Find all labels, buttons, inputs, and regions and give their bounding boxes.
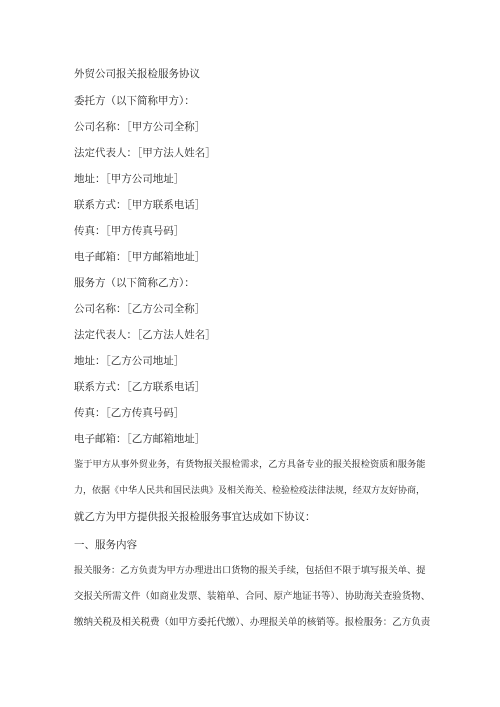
party-a-phone: 联系方式：［甲方联系电话］ — [74, 199, 206, 211]
section-1-heading: 一、服务内容 — [74, 539, 137, 551]
preamble-line: 鉴于甲方从事外贸业务，有货物报关报检需求，乙方具备专业的报关报检资质和服务能 — [74, 459, 426, 470]
party-b-heading: 服务方（以下简称乙方）： — [74, 277, 195, 289]
party-b-fax: 传真：［乙方传真号码］ — [74, 407, 185, 419]
section-1-line: 缴纳关税及相关税费（如甲方委托代缴）、办理报关单的核销等。报检服务：乙方负责 — [74, 617, 431, 628]
party-a-email: 电子邮箱：［甲方邮箱地址］ — [74, 251, 206, 263]
party-b-address: 地址：［乙方公司地址］ — [74, 355, 185, 367]
party-b-company-name: 公司名称：［乙方公司全称］ — [74, 303, 206, 315]
party-a-legal-rep: 法定代表人：［甲方法人姓名］ — [74, 147, 216, 159]
party-b-phone: 联系方式：［乙方联系电话］ — [74, 381, 206, 393]
section-1-line: 报关服务：乙方负责为甲方办理进出口货物的报关手续，包括但不限于填写报关单、提 — [74, 565, 426, 576]
party-b-email: 电子邮箱：［乙方邮箱地址］ — [74, 433, 206, 445]
party-b-legal-rep: 法定代表人：［乙方法人姓名］ — [74, 329, 216, 341]
preamble-line: 力，依据《中华人民共和国民法典》及相关海关、检验检疫法律法规，经双方友好协商， — [74, 486, 426, 496]
party-a-fax: 传真：［甲方传真号码］ — [74, 225, 185, 237]
document-title: 外贸公司报关报检服务协议 — [74, 68, 200, 80]
preamble-line: 就乙方为甲方提供报关报检服务事宜达成如下协议： — [74, 511, 316, 523]
party-a-company-name: 公司名称：［甲方公司全称］ — [74, 121, 206, 133]
party-a-heading: 委托方（以下简称甲方）： — [74, 95, 195, 107]
party-a-address: 地址：［甲方公司地址］ — [74, 173, 185, 185]
section-1-line: 交报关所需文件（如商业发票、装箱单、合同、原产地证书等）、协助海关查验货物、 — [74, 591, 431, 602]
